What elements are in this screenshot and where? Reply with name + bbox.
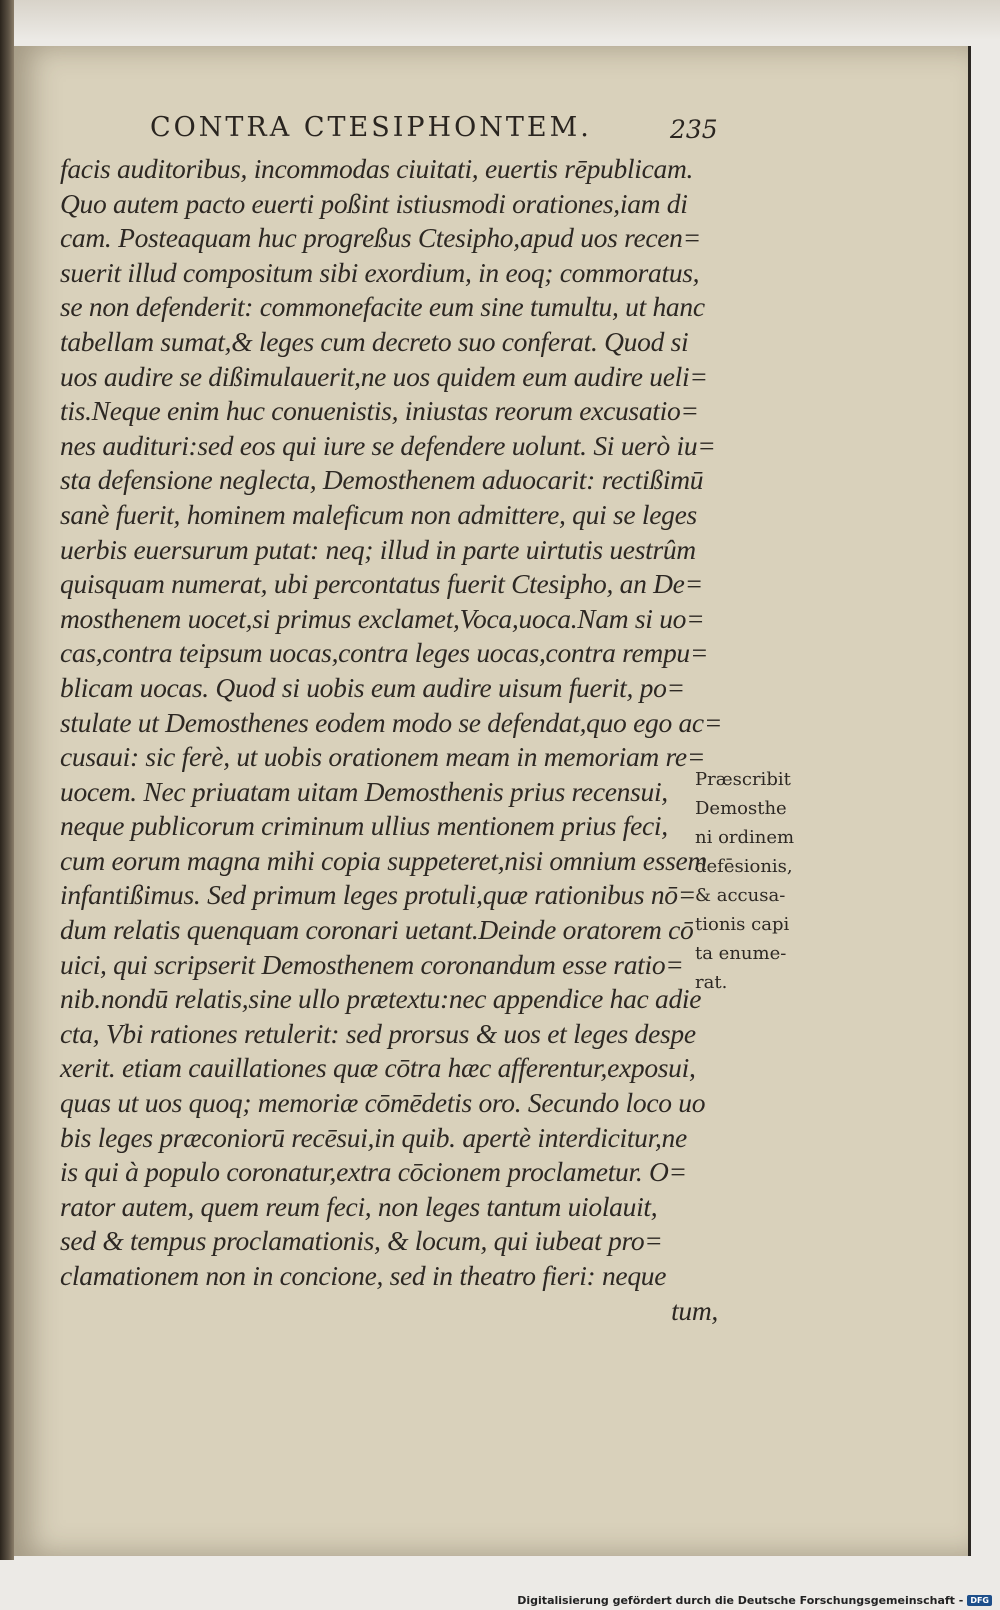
running-head: CONTRA CTESIPHONTEM. xyxy=(150,112,592,143)
text-line: cum eorum magna mihi copia suppeteret,nisi omnium essem xyxy=(60,844,707,876)
text-line: cam. Posteaquam huc progreßus Ctesipho,apud uos recen= xyxy=(60,222,701,254)
text-line: uocem. Nec priuatam uitam Demosthenis prius recensui, xyxy=(60,775,668,807)
text-line: se non defenderit: commonefacite eum sine tumultu, ut hanc xyxy=(60,291,705,323)
dfg-logo: DFG xyxy=(967,1595,992,1606)
text-line: dum relatis quenquam coronari uetant.Deinde oratorem cō xyxy=(60,914,694,946)
text-line: rator autem, quem reum feci, non leges tantum uiolauit, xyxy=(60,1190,658,1222)
text-line: sanè fuerit, hominem maleficum non admittere, qui se leges xyxy=(60,498,697,530)
marginal-note-line: & accusa- xyxy=(695,885,786,906)
text-line: nes audituri:sed eos qui iure se defendere uolunt. Si uerò iu= xyxy=(60,429,716,461)
text-line: is qui à populo coronatur,extra cōcionem proclametur. O= xyxy=(60,1156,687,1188)
text-line: tum, xyxy=(671,1294,718,1326)
text-line: neque publicorum criminum ullius mentionem prius feci, xyxy=(60,810,668,842)
marginal-note-line: ni ordinem xyxy=(695,827,795,848)
text-line: blicam uocas. Quod si uobis eum audire uisum fuerit, po= xyxy=(60,671,685,703)
text-line: clamationem non in concione, sed in theatro fieri: neque xyxy=(60,1260,667,1291)
text-line: quas ut uos quoq; memoriæ cōmēdetis oro. Secundo loco uo xyxy=(60,1087,706,1119)
scan-top-edge xyxy=(0,0,1000,40)
marginal-note-line: rat. xyxy=(695,972,728,993)
text-line: mosthenem uocet,si primus exclamet,Voca,uoca.Nam si uo= xyxy=(60,602,705,634)
marginal-note-line: defēsionis, xyxy=(695,856,793,877)
text-line: bis leges præconiorū recēsui,in quib. apertè interdicitur,ne xyxy=(60,1121,687,1153)
text-line: uerbis euersurum putat: neq; illud in parte uirtutis uestrûm xyxy=(60,533,696,565)
text-line: xerit. etiam cauillationes quæ cōtra hæc afferentur,exposui, xyxy=(60,1052,696,1084)
text-line: stulate ut Demosthenes eodem modo se defendat,quo ego ac= xyxy=(60,706,723,738)
text-line: sed & tempus proclamationis, & locum, qui iubeat pro= xyxy=(60,1225,663,1257)
text-line: suerit illud compositum sibi exordium, in eoq; commoratus, xyxy=(60,256,700,288)
text-line: facis auditoribus, incommodas ciuitati, euertis rēpublicam. xyxy=(60,153,694,184)
page-number: 235 xyxy=(670,115,718,144)
main-text-block xyxy=(60,152,723,1328)
footer-credit: Digitalisierung gefördert durch die Deutsche Forschungsgemeinschaft - xyxy=(517,1594,964,1607)
text-line: tis.Neque enim huc conuenistis, iniustas reorum excusatio= xyxy=(60,395,699,427)
text-line: sta defensione neglecta, Demosthenem aduocarit: rectißimū xyxy=(60,464,704,496)
text-line: uos audire se dißimulauerit,ne uos quidem eum audire ueli= xyxy=(60,360,708,392)
text-line: quisquam numerat, ubi percontatus fuerit Ctesipho, an De= xyxy=(60,568,703,600)
marginal-note xyxy=(695,765,825,997)
text-line: cusaui: sic ferè, ut uobis orationem meam in memoriam re= xyxy=(60,741,706,773)
book-spine-shadow xyxy=(0,0,14,1560)
marginal-note-line: Præscribit xyxy=(695,769,791,790)
text-line: cta, Vbi rationes retulerit: sed prorsus & uos et leges despe xyxy=(60,1017,696,1049)
marginal-note-line: Demosthe xyxy=(695,798,787,819)
text-line: nib.nondū relatis,sine ullo prætextu:nec appendice hac adie xyxy=(60,983,702,1015)
marginal-note-line: ta enume- xyxy=(695,943,787,964)
text-line: Quo autem pacto euerti poßint istiusmodi orationes,iam di xyxy=(60,187,688,219)
digitization-footer xyxy=(517,1594,992,1607)
text-line: tabellam sumat,& leges cum decreto suo conferat. Quod si xyxy=(60,325,689,357)
marginal-note-line: tionis capi xyxy=(695,914,790,935)
text-line: cas,contra teipsum uocas,contra leges uocas,contra rempu= xyxy=(60,637,709,669)
text-line: infantißimus. Sed primum leges protuli,quæ rationibus nō= xyxy=(60,879,697,911)
text-line: uici, qui scripserit Demosthenem coronandum esse ratio= xyxy=(60,948,684,980)
